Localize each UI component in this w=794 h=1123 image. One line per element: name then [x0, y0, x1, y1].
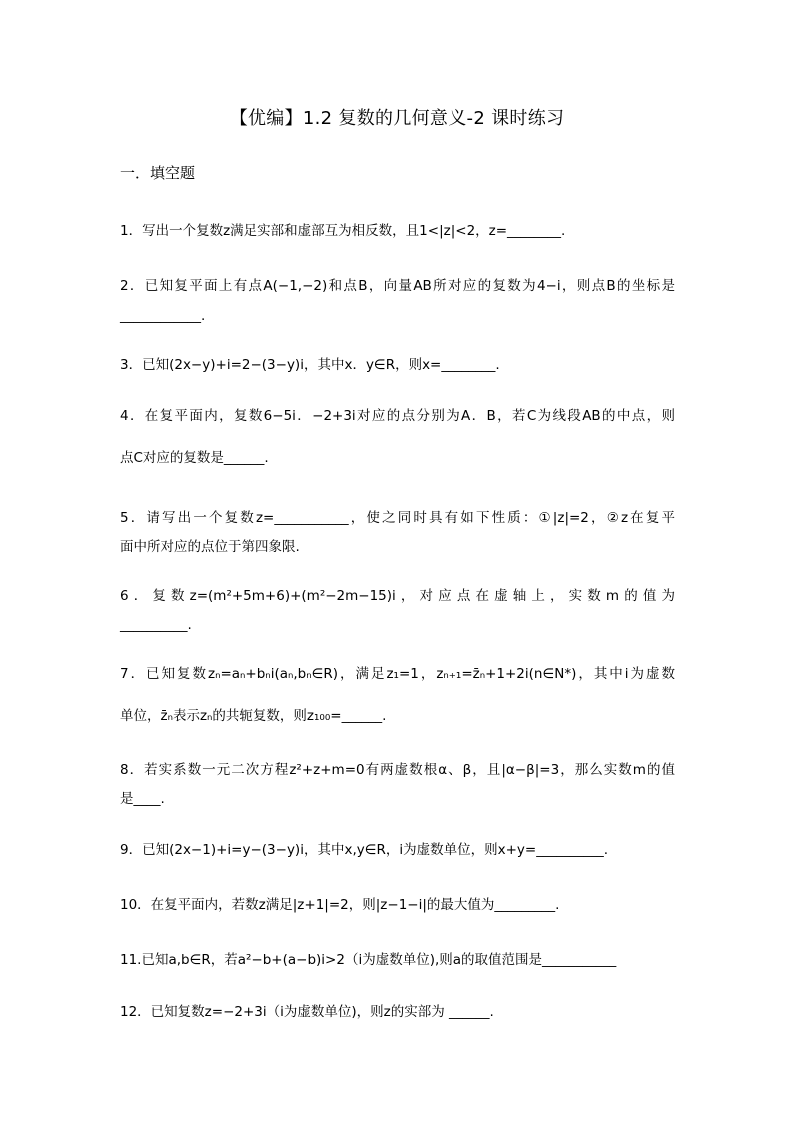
question-9: 9．已知(2x−1)+i=y−(3−y)i，其中x,y∈R，i为虚数单位，则x+y=__________.	[120, 842, 609, 858]
question-7-cont: 单位，z̄ₙ表示zₙ的共轭复数，则z₁₀₀=______.	[120, 708, 387, 724]
page-title: 【优编】1.2 复数的几何意义-2 课时练习	[229, 108, 565, 129]
question-12: 12．已知复数z=−2+3i（i为虚数单位)，则z的实部为 ______.	[120, 1004, 494, 1020]
question-4: 4．在复平面内，复数6−5i．−2+3i对应的点分别为A．B，若C为线段AB的中点，则	[120, 408, 675, 424]
question-11: 11.已知a,b∈R，若a²−b+(a−b)i>2（i为虚数单位),则a的取值范围是___________	[120, 952, 617, 968]
question-7: 7．已知复数zₙ=aₙ+bₙi(aₙ,bₙ∈R)，满足z₁=1，zₙ₊₁=z̄ₙ+1+2i(n∈N*)，其中i为虚数	[120, 666, 675, 682]
question-8-cont: 是____.	[120, 791, 165, 807]
question-6: 6．复数z=(m²+5m+6)+(m²−2m−15)i，对应点在虚轴上，实数m的值为	[120, 588, 675, 604]
question-4-cont: 点C对应的复数是______.	[120, 450, 269, 466]
question-1: 1．写出一个复数z满足实部和虚部互为相反数，且1<|z|<2，z=________.	[120, 223, 566, 239]
question-3: 3．已知(2x−y)+i=2−(3−y)i，其中x．y∈R，则x=________.	[120, 357, 500, 373]
question-8: 8．若实系数一元二次方程z²+z+m=0有两虚数根α、β，且|α−β|=3，那么实数m的值	[120, 762, 675, 778]
question-5: 5．请写出一个复数z=___________，使之同时具有如下性质：①|z|=2，②z在复平	[120, 510, 675, 526]
question-5-cont: 面中所对应的点位于第四象限.	[120, 539, 300, 555]
question-6-cont: __________.	[120, 617, 192, 633]
question-10: 10．在复平面内，若数z满足|z+1|=2，则|z−1−i|的最大值为_________.	[120, 897, 560, 913]
section-heading: 一．填空题	[120, 164, 196, 182]
question-2: 2．已知复平面上有点A(−1,−2)和点B，向量AB所对应的复数为4−i，则点B的坐标是	[120, 278, 675, 294]
question-2-cont: ____________.	[120, 308, 206, 324]
